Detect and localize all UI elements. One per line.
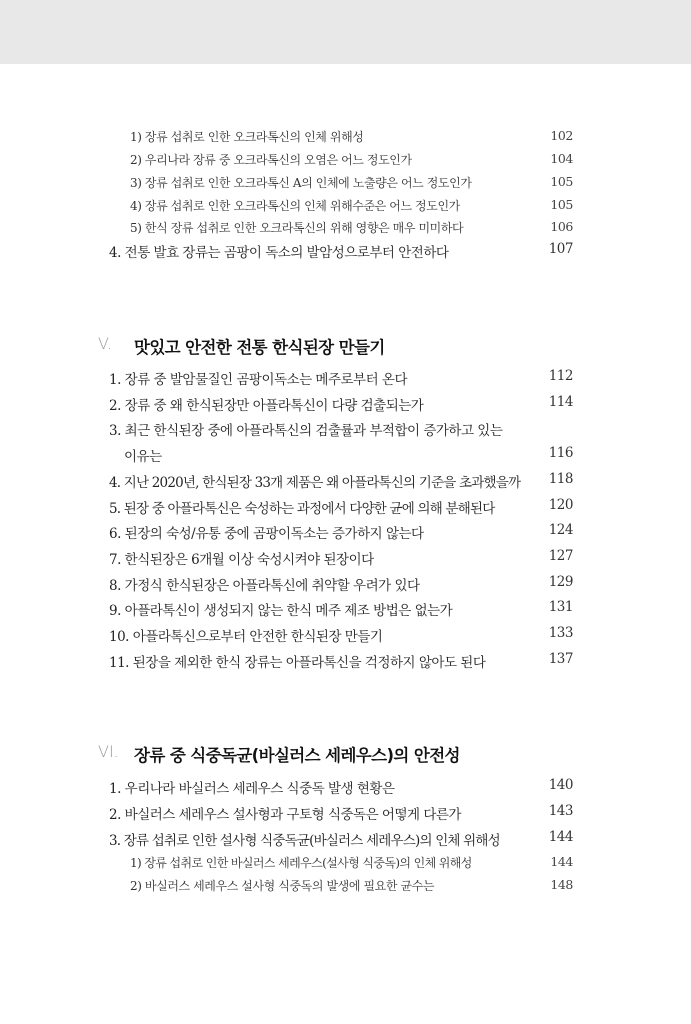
toc-entry-text: 5. 된장 중 아플라톡신은 숙성하는 과정에서 다양한 균에 의해 분해된다 <box>109 501 495 517</box>
toc-entry-text: 6. 된장의 숙성/유통 중에 곰팡이독소는 증가하지 않는다 <box>109 526 424 542</box>
section-numeral: VI. <box>98 742 119 761</box>
toc-entry-text: 7. 한식된장은 6개월 이상 숙성시켜야 된장이다 <box>109 552 374 568</box>
section-title: 장류 중 식중독균(바실러스 세레우스)의 안전성 <box>134 746 460 765</box>
toc-entry-text: 2. 장류 중 왜 한식된장만 아플라톡신이 다량 검출되는가 <box>109 398 424 414</box>
toc-page-number: 140 <box>548 777 573 793</box>
toc-page-number: 102 <box>550 128 573 143</box>
toc-entry-text: 1) 장류 섭취로 인한 오크라톡신의 인체 위해성 <box>130 130 364 144</box>
toc-entry-text: 9. 아플라톡신이 생성되지 않는 한식 메주 제조 방법은 없는가 <box>109 603 453 619</box>
section-numeral: V. <box>98 334 112 353</box>
toc-entry-text: 10. 아플라톡신으로부터 안전한 한식된장 만들기 <box>109 629 383 645</box>
toc-page-number: 144 <box>548 829 573 845</box>
toc-page-number: 131 <box>548 599 573 615</box>
toc-entry-text: 4. 전통 발효 장류는 곰팡이 독소의 발암성으로부터 안전하다 <box>109 245 449 261</box>
toc-entry-text: 2) 우리나라 장류 중 오크라톡신의 오염은 어느 정도인가 <box>130 153 412 167</box>
toc-page-number: 127 <box>548 548 573 564</box>
toc-entry-text: 3) 장류 섭취로 인한 오크라톡신 A의 인체에 노출량은 어느 정도인가 <box>130 176 472 190</box>
toc-entry-text: 1. 우리나라 바실러스 세레우스 식중독 발생 현황은 <box>109 781 395 797</box>
toc-entry-text: 이유는 <box>124 449 162 465</box>
toc-entry-text: 8. 가정식 한식된장은 아플라톡신에 취약할 우려가 있다 <box>109 578 420 594</box>
toc-page-number: 137 <box>548 651 573 667</box>
toc-page-number: 143 <box>548 803 573 819</box>
toc-page-number: 120 <box>548 497 573 513</box>
toc-entry-text: 1. 장류 중 발암물질인 곰팡이독소는 메주로부터 온다 <box>109 372 407 388</box>
toc-page-number: 112 <box>548 368 573 384</box>
toc-page-number: 107 <box>548 241 573 257</box>
toc-page-number: 106 <box>550 219 573 234</box>
top-bar <box>0 0 691 64</box>
toc-page-number: 105 <box>550 197 573 212</box>
toc-entry-text: 3. 최근 한식된장 중에 아플라톡신의 검출률과 부적합이 증가하고 있는 <box>109 423 503 439</box>
toc-page-number: 133 <box>548 625 573 641</box>
toc-entry-text: 4) 장류 섭취로 인한 오크라톡신의 인체 위해수준은 어느 정도인가 <box>130 199 460 213</box>
section-title: 맛있고 안전한 전통 한식된장 만들기 <box>134 338 385 357</box>
toc-entry-text: 4. 지난 2020년, 한식된장 33개 제품은 왜 아플라톡신의 기준을 초과했을까 <box>109 475 521 491</box>
toc-entry-text: 3. 장류 섭취로 인한 설사형 식중독균(바실러스 세레우스)의 인체 위해성 <box>109 833 500 849</box>
toc-entry-text: 2. 바실러스 세레우스 설사형과 구토형 식중독은 어떻게 다른가 <box>109 807 461 823</box>
toc-page-number: 129 <box>548 574 573 590</box>
toc-entry-text: 2) 바실러스 세레우스 설사형 식중독의 발생에 필요한 균수는 <box>130 879 435 893</box>
toc-page-number: 105 <box>550 174 573 189</box>
toc-entry-text: 1) 장류 섭취로 인한 바실러스 세레우스(설사형 식중독)의 인체 위해성 <box>130 856 472 870</box>
toc-page-number: 148 <box>550 877 573 892</box>
toc-page-number: 124 <box>548 522 573 538</box>
toc-page-number: 144 <box>550 854 573 869</box>
toc-page-number: 116 <box>548 445 573 461</box>
toc-entry-text: 5) 한식 장류 섭취로 인한 오크라톡신의 위해 영향은 매우 미미하다 <box>130 221 464 235</box>
toc-page-number: 114 <box>548 394 573 410</box>
toc-page-number: 118 <box>548 471 573 487</box>
toc-page-number: 104 <box>550 151 573 166</box>
toc-entry-text: 11. 된장을 제외한 한식 장류는 아플라톡신을 걱정하지 않아도 된다 <box>109 655 486 671</box>
